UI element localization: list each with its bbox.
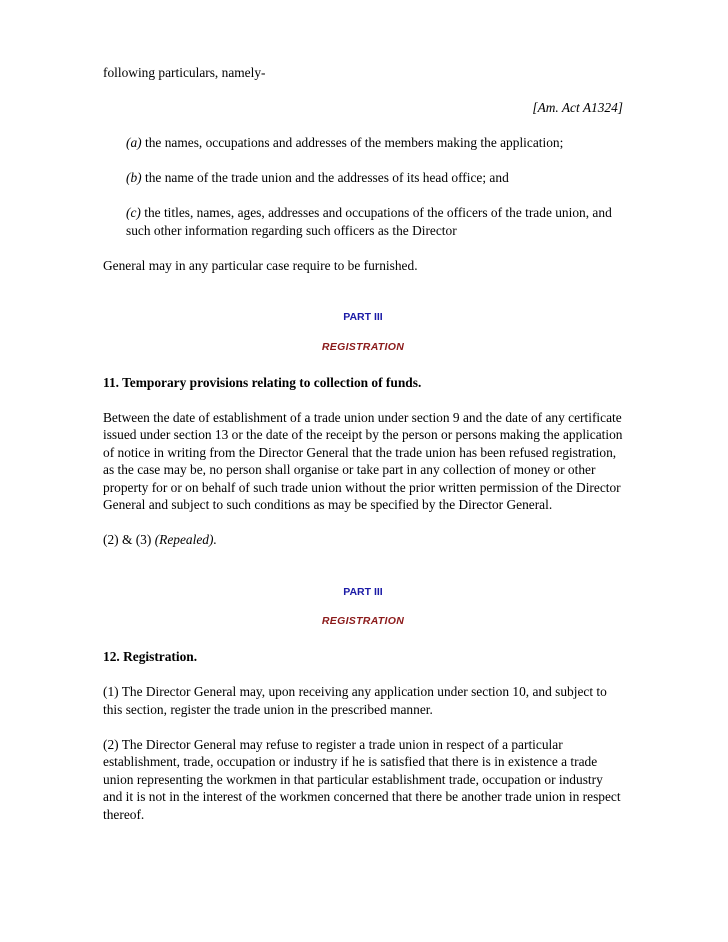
part-title: REGISTRATION	[321, 340, 405, 353]
section-12-heading: 12. Registration.	[103, 649, 198, 664]
continuation-text: General may in any particular case require to be furnished.	[103, 257, 418, 273]
part-label: PART III	[343, 585, 383, 598]
repealed-prefix: (2) & (3)	[103, 532, 152, 547]
item-text: the titles, names, ages, addresses and occupations of the officers of the trade union, and such other information regarding such officers as the Director	[126, 205, 612, 238]
section-12-para-2: (2) The Director General may refuse to register a trade union in respect of a particular establishment, trade, occupation or industry if he is satisfied that there is in existence a trade union representing the workmen in that particular establishment trade, occupation or industry and it is not in the interest of the workmen concerned that there be another trade union in respect thereof.	[103, 736, 621, 822]
repealed-text: (Repealed).	[154, 532, 217, 547]
list-item-c	[103, 204, 623, 239]
section-12-para-1: (1) The Director General may, upon receiving any application under section 10, and subject to this section, register the trade union in the prescribed manner.	[103, 684, 607, 717]
intro-line: following particulars, namely-	[103, 65, 266, 80]
part-label: PART III	[343, 311, 383, 323]
list-item-b	[103, 169, 623, 187]
amendment-note: [Am. Act A1324]	[532, 100, 623, 115]
item-marker: (a)	[126, 135, 142, 150]
document-page	[103, 64, 623, 823]
section-11-body: Between the date of establishment of a trade union under section 9 and the date of any certificate issued under section 13 or the date of the receipt by the person or persons making the application of notice in writing from the Director General that the trade union has been refused registration, as the case may be, no person shall organise or take part in any collection of money or other property for or on behalf of such trade union without the prior written permission of the Director General and subject to such conditions as may be specified by the Director General.	[103, 409, 623, 512]
item-marker: (b)	[126, 170, 142, 185]
item-text: the name of the trade union and the addresses of its head office; and	[144, 170, 509, 185]
part-title: REGISTRATION	[321, 615, 405, 627]
section-11-repealed	[103, 531, 623, 549]
item-text: the names, occupations and addresses of the members making the application;	[144, 135, 564, 150]
section-11-heading: 11. Temporary provisions relating to collection of funds.	[103, 374, 422, 390]
item-marker: (c)	[126, 205, 141, 220]
list-item-a	[103, 134, 623, 152]
